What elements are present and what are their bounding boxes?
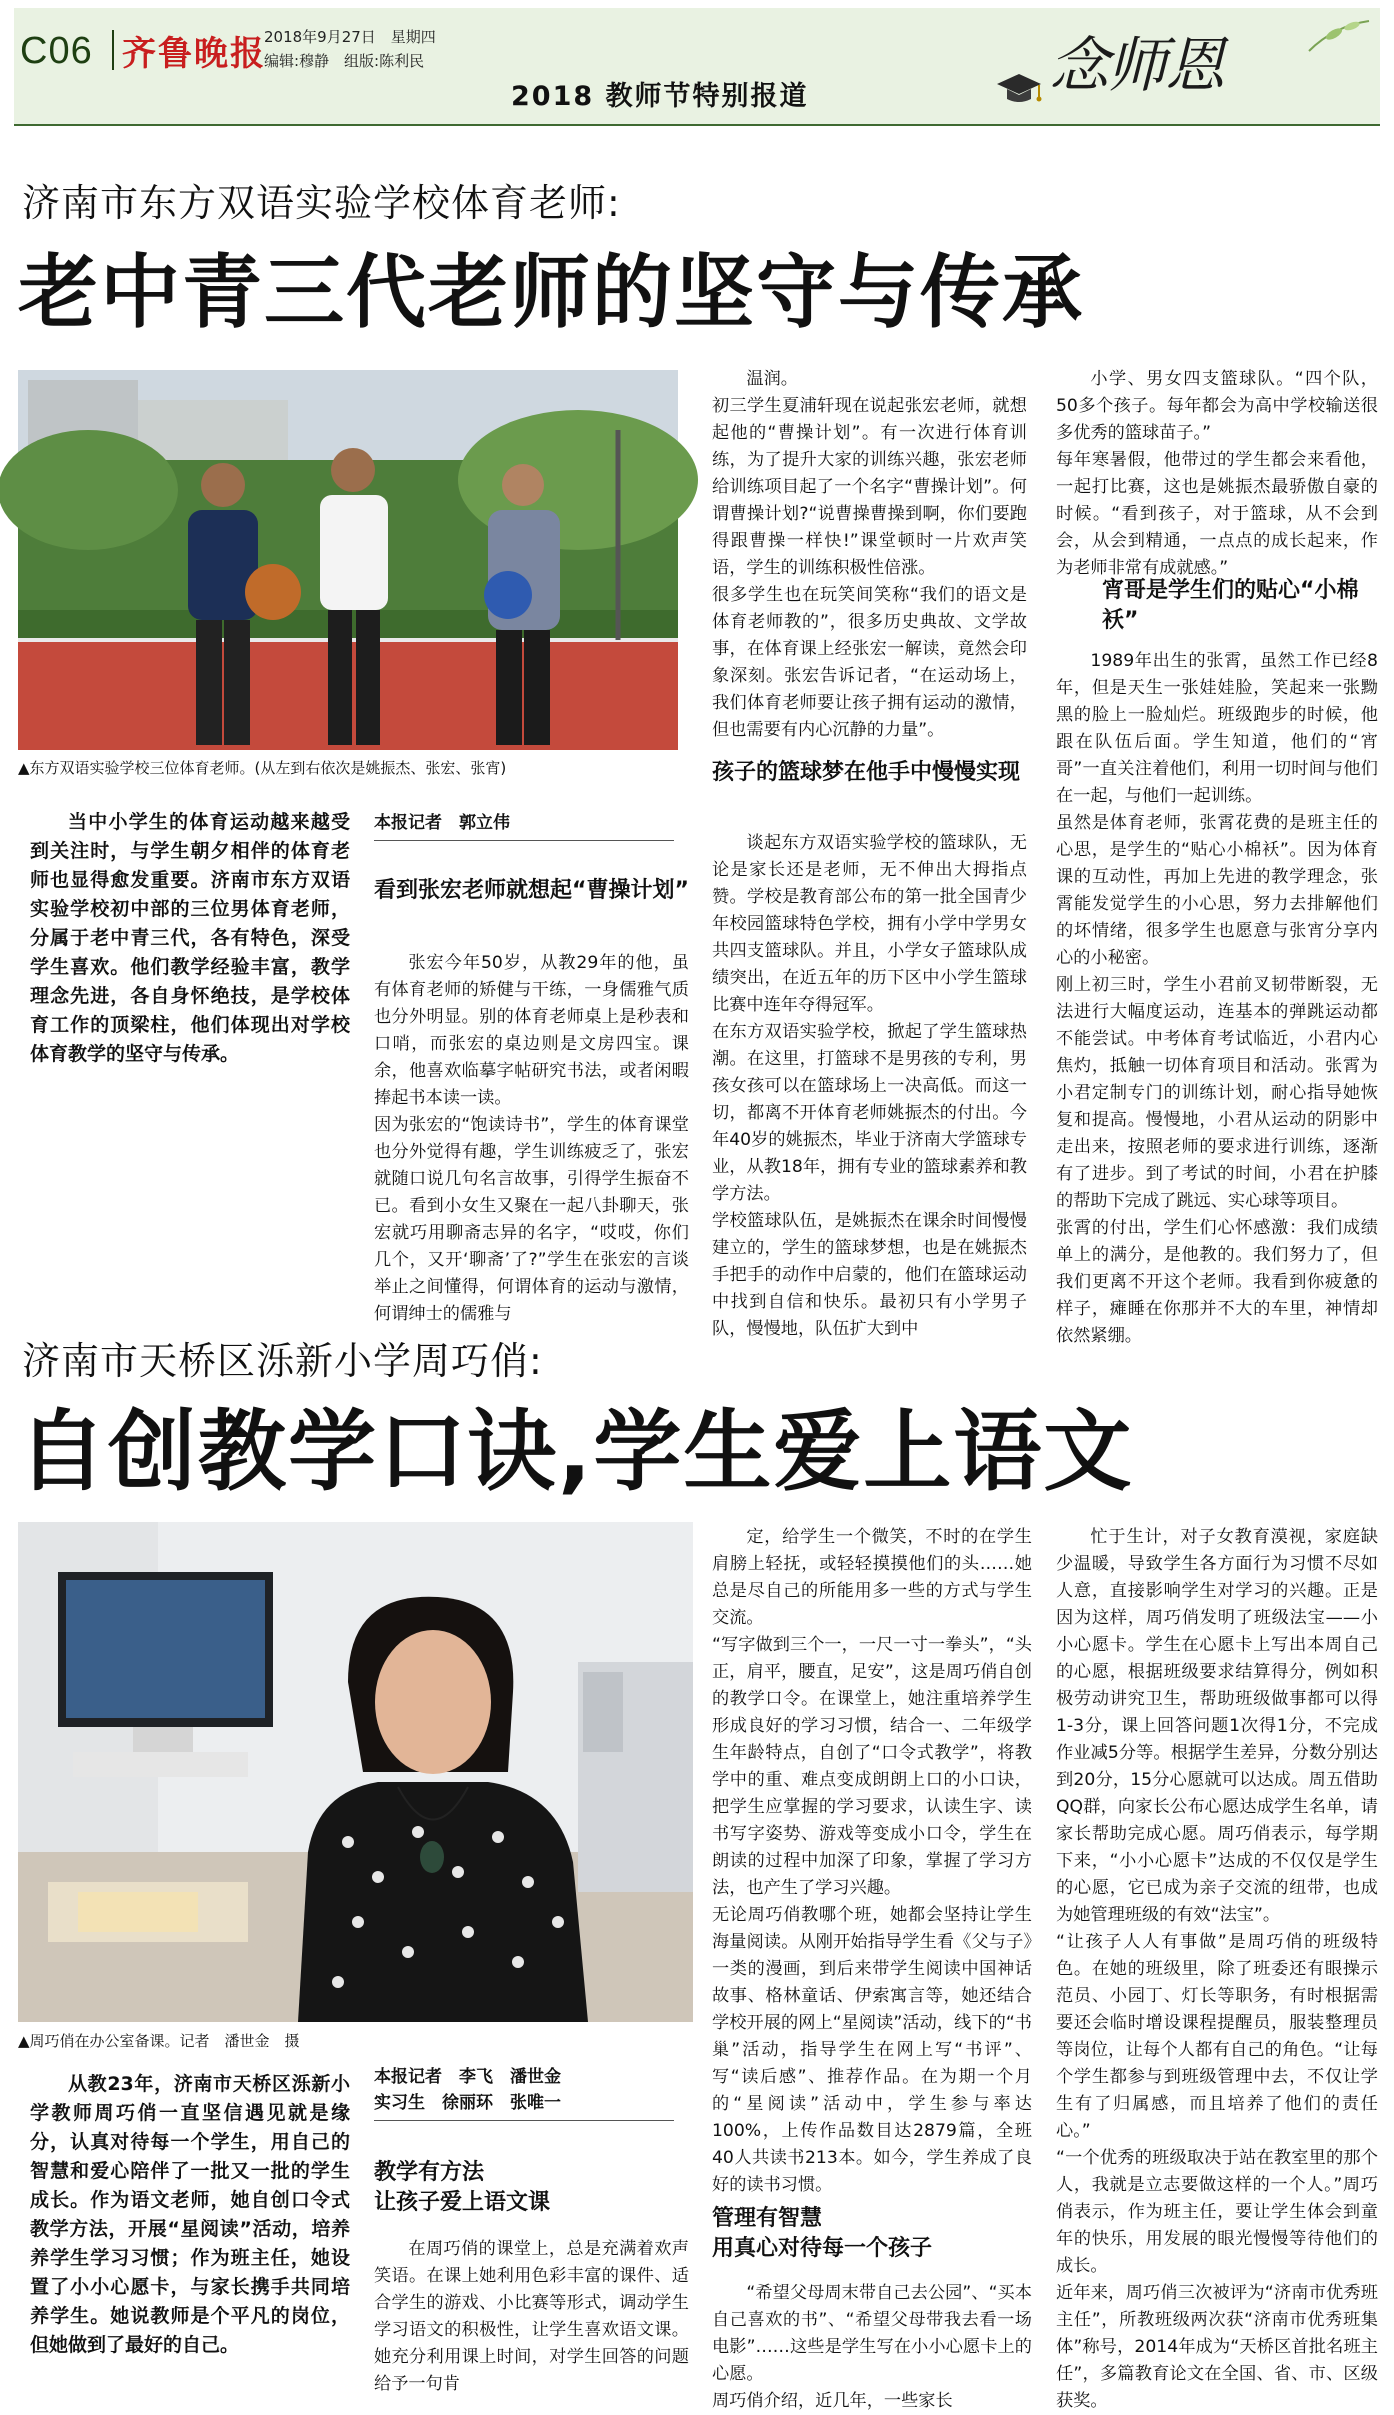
- article2-byline-interns: 实习生 徐丽环 张唯一: [374, 2093, 561, 2113]
- page-code: C06: [20, 30, 93, 72]
- page-header: [14, 8, 1380, 126]
- article1-lead: 当中小学生的体育运动越来越受到关注时，与学生朝夕相伴的体育老师也显得愈发重要。济南市东方双语实验学校初中部的三位男体育老师，分属于老中青三代，各有特色，深受学生喜欢。他们教学经验丰富，教学理念先进，各自身怀绝技，是学校体育工作的顶梁柱，他们体现出对学校体育教学的坚守与传承。: [30, 811, 350, 1065]
- article2-column-2b: “希望父母周末带自己去公园”、“买本自己喜欢的书”、“希望父母带我去看一场电影”……这些是学生写在小小心愿卡上的心愿。 周巧俏介绍，近几年，一些家长: [712, 2283, 1032, 2411]
- article2-kicker: 济南市天桥区泺新小学周巧俏:: [22, 1339, 543, 1383]
- article1-column-1: 张宏今年50岁，从教29年的他，虽有体育老师的矫健与干练，一身儒雅气质也分外明显。别的体育老师桌上是秒表和口哨，而张宏的桌边则是文房四宝。课余，他喜欢临摹字帖研究书法，或者闲暇捧起书本读一读。 因为张宏的“饱读诗书”，学生的体育课堂也分外觉得有趣，学生训练疲乏了，张宏就随口说几句名言故事，引得学生振奋不已。看到小女生又聚在一起八卦聊天，张宏就巧用聊斋志异的名字，“哎哎，你们几个，又开‘聊斋’了?”学生在张宏的言谈举止之间懂得，何谓体育的运动与激情，何谓绅士的儒雅与: [374, 953, 689, 1324]
- newspaper-name: 齐鲁晚报: [122, 34, 266, 74]
- article1-subhead-3: 宵哥是学生们的贴心“小棉袄”: [1102, 578, 1359, 633]
- article2-lead: 从教23年，济南市天桥区泺新小学教师周巧俏一直坚信遇见就是缘分，认真对待每一个学生，用自己的智慧和爱心陪伴了一批又一批的学生成长。作为语文老师，她自创口令式教学方法，开展“星阅读”活动，培养养学生学习习惯；作为班主任，她设置了小小心愿卡，与家长携手共同培养学生。她说教师是个平凡的岗位，但她做到了最好的自己。: [30, 2073, 350, 2356]
- article2-subhead-2a: 管理有智慧: [712, 2206, 823, 2231]
- article2-column-1: 在周巧俏的课堂上，总是充满着欢声笑语。在课上她利用色彩丰富的课件、适合学生的游戏、小比赛等形式，调动学生学习语文的积极性，让学生喜欢语文课。她充分利用课上时间，对学生回答的问题给予一句肯: [374, 2239, 689, 2394]
- byline-rule-2: [374, 2120, 674, 2121]
- article2-byline-reporters: 本报记者 李飞 潘世金: [374, 2067, 561, 2087]
- article2-column-2a: 定，给学生一个微笑，不时的在学生肩膀上轻抚，或轻轻摸摸他们的头……她总是尽自己的所能用多一些的方式与学生交流。 “写字做到三个一，一尺一寸一拳头”，“头正，肩平，腰直，足安”，这是周巧俏自创的教学口令。在课堂上，她注重培养学生形成良好的学习习惯，结合一、二年级学生年龄特点，自创了“口令式教学”，将教学中的重、难点变成朗朗上口的小口诀，把学生应掌握的学习要求，认读生字、读书写字姿势、游戏等变成小口令，学生在朗读的过程中加深了印象，掌握了学习方法，也产生了学习兴趣。 无论周巧俏教哪个班，她都会坚持让学生海量阅读。从刚开始指导学生看《父与子》一类的漫画，到后来带学生阅读中国神话故事、格林童话、伊索寓言等，她还结合学校开展的网上“星阅读”活动，线下的“书巢”活动，指导学生在网上写“书评”、写“读后感”、推荐作品。在为期一个月的“星阅读”活动中，学生参与率达100%，上传作品数目达2879篇，全班40人共读书213本。如今，学生养成了良好的读书习惯。: [712, 1527, 1032, 2195]
- article1-byline: 本报记者 郭立伟: [374, 813, 510, 833]
- issue-date: 2018年9月27日 星期四: [264, 28, 436, 46]
- graduation-cap-icon: [994, 68, 1044, 108]
- article2-subhead-1b: 让孩子爱上语文课: [374, 2190, 551, 2215]
- article1-photo: [18, 370, 678, 750]
- special-report-title: 2018 教师节特别报道: [511, 81, 809, 112]
- article1-subhead-1: 看到张宏老师就想起“曹操计划”: [374, 878, 689, 903]
- article2-subhead-2b: 用真心对待每一个孩子: [712, 2236, 933, 2261]
- article2-column-3: 忙于生计，对子女教育漠视，家庭缺少温暖，导致学生各方面行为习惯不尽如人意，直接影响学生对学习的兴趣。正是因为这样，周巧俏发明了班级法宝——小小心愿卡。学生在心愿卡上写出本周自己的心愿，根据班级要求结算得分，例如积极劳动讲究卫生，帮助班级做事都可以得1-3分，课上回答问题1次得1分，不完成作业减5分等。根据学生差异，分数分别达到20分，15分心愿就可以达成。周五借助QQ群，向家长公布心愿达成学生名单，请家长帮助完成心愿。周巧俏表示，每学期下来，“小小心愿卡”达成的不仅仅是学生的心愿，它已成为亲子交流的纽带，也成为她管理班级的有效“法宝”。 “让孩子人人有事做”是周巧俏的班级特色。在她的班级里，除了班委还有眼操示范员、小园丁、灯长等职务，有时根据需要还会临时增设课程提醒员，服装整理员等岗位，让每个人都有自己的角色。“让每个学生都参与到班级管理中去，不仅让学生有了归属感，而且培养了他们的责任心。” “一个优秀的班级取决于站在教室里的那个人，我就是立志要做这样的一个人。”周巧俏表示，作为班主任，要让学生体会到童年的快乐，用发展的眼光慢慢等待他们的成长。 近年来，周巧俏三次被评为“济南市优秀班主任”，所教班级两次获“济南市优秀班集体”称号，2014年成为“天桥区首批名班主任”，多篇教育论文在全国、省、市、区级获奖。: [1056, 1527, 1378, 2411]
- header-divider: [112, 30, 114, 70]
- article1-column-3b: 1989年出生的张霄，虽然工作已经8年，但是天生一张娃娃脸，笑起来一张黝黑的脸上一脸灿烂。班级跑步的时候，他跟在队伍后面。学生知道，他们的“宵哥”一直关注着他们，利用一切时间与他们在一起，与他们一起训练。 虽然是体育老师，张霄花费的是班主任的心思，是学生的“贴心小棉袄”。因为体育课的互动性，再加上先进的教学理念，张霄能发觉学生的小心思，努力去排解他们的坏情绪，很多学生也愿意与张宵分享内心的小秘密。 刚上初三时，学生小君前叉韧带断裂，无法进行大幅度运动，连基本的弹跳运动都不能尝试。中考体育考试临近，小君内心焦灼，抵触一切体育项目和活动。张霄为小君定制专门的训练计划，耐心指导她恢复和提高。慢慢地，小君从运动的阴影中走出来，按照老师的要求进行训练，逐渐有了进步。到了考试的时间，小君在护膝的帮助下完成了跳远、实心球等项目。 张霄的付出，学生们心怀感激：我们成绩单上的满分，是他教的。我们努力了，但我们更离不开这个老师。我看到你疲惫的样子，瘫睡在你那并不大的车里，神情却依然紧绷。: [1056, 651, 1378, 1346]
- article1-column-3a: 小学、男女四支篮球队。“四个队，50多个孩子。每年都会为高中学校输送很多优秀的篮球苗子。” 每年寒暑假，他带过的学生都会来看他，一起打比赛，这也是姚振杰最骄傲自豪的时候。“看到孩子，对于篮球，从不会到会，从会到精通，一点点的成长起来，作为老师非常有成就感。”: [1056, 369, 1378, 578]
- article2-subhead-1a: 教学有方法: [374, 2160, 485, 2185]
- article1-photo-caption: ▲东方双语实验学校三位体育老师。(从左到右依次是姚振杰、张宏、张宵): [18, 759, 507, 777]
- brand-calligraphy-title: 念师恩: [1049, 31, 1223, 101]
- editors-credit: 编辑:穆静 组版:陈利民: [264, 52, 425, 70]
- article2-headline: 自创教学口诀,学生爱上语文: [18, 1400, 1134, 1503]
- article1-column-2b: 谈起东方双语实验学校的篮球队，无论是家长还是老师，无不伸出大拇指点赞。学校是教育部公布的第一批全国青少年校园篮球特色学校，拥有小学中学男女共四支篮球队。并且，小学女子篮球队成绩突出，在近五年的历下区中小学生篮球比赛中连年夺得冠军。 在东方双语实验学校，掀起了学生篮球热潮。在这里，打篮球不是男孩的专利，男孩女孩可以在篮球场上一决高低。而这一切，都离不开体育老师姚振杰的付出。今年40岁的姚振杰，毕业于济南大学篮球专业，从教18年，拥有专业的篮球素养和教学方法。 学校篮球队伍，是姚振杰在课余时间慢慢建立的，学生的篮球梦想，也是在姚振杰手把手的动作中启蒙的，他们在篮球运动中找到自信和快乐。最初只有小学男子队，慢慢地，队伍扩大到中: [712, 833, 1027, 1339]
- byline-rule: [374, 840, 674, 841]
- leaf-decoration: [1304, 16, 1374, 56]
- article1-headline: 老中青三代老师的坚守与传承: [18, 246, 1084, 339]
- article2-photo-caption: ▲周巧俏在办公室备课。记者 潘世金 摄: [18, 2032, 300, 2050]
- article1-subhead-2: 孩子的篮球梦在他手中慢慢实现: [712, 760, 1021, 785]
- article2-photo: [18, 1522, 693, 2022]
- article1-kicker: 济南市东方双语实验学校体育老师:: [22, 181, 621, 225]
- article1-column-2a: 温润。 初三学生夏浦轩现在说起张宏老师，就想起他的“曹操计划”。有一次进行体育训练，为了提升大家的训练兴趣，张宏老师给训练项目起了一个名字“曹操计划”。何谓曹操计划?“说曹操曹操到啊，你们要跑得跟曹操一样快!”课堂顿时一片欢声笑语，学生的训练积极性倍涨。 很多学生也在玩笑间笑称“我们的语文是体育老师教的”，很多历史典故、文学故事，在体育课上经张宏一解读，竟然会印象深刻。张宏告诉记者，“在运动场上，我们体育老师要让孩子拥有运动的激情，但也需要有内心沉静的力量”。: [712, 369, 1027, 740]
